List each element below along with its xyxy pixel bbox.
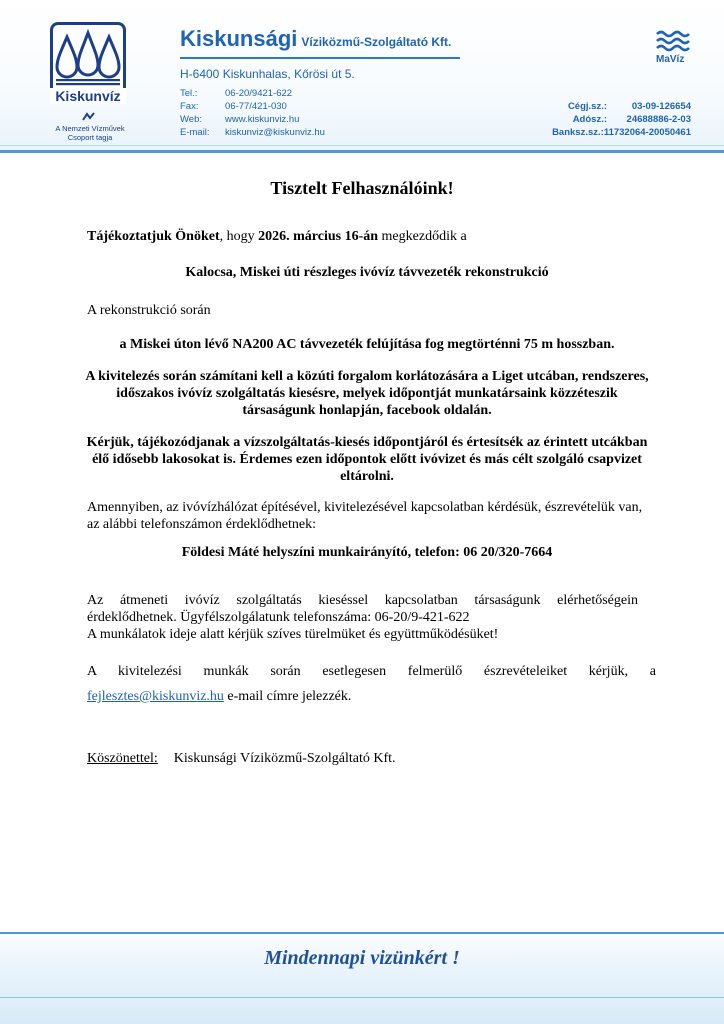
company-name: Kiskunsági Víziközmű-Szolgáltató Kft. xyxy=(180,26,452,51)
header-divider xyxy=(0,150,724,153)
contact-person: Földesi Máté helyszíni munkairányító, telefon: 06 20/320-7664 xyxy=(181,545,553,560)
email-link[interactable]: kiskunviz@kiskunviz.hu xyxy=(225,127,325,138)
registration-row: Adósz.: 24688886-2-03 xyxy=(572,114,691,125)
project-title: Kalocsa, Miskei úti részleges ivóvíz távvezeték rekonstrukció xyxy=(185,265,549,280)
website-link[interactable]: www.kiskunviz.hu xyxy=(225,114,300,125)
partner-logo: MaVíz xyxy=(656,54,685,65)
request-notice: Kérjük, tájékozódjanak a vízszolgáltatás-kiesés időpontjáról és értesítsék az érintett utcákban élő idősebb lakosokat is. Érdemes ezen időpontok előtt ivóvizet és más célt szolgáló csapvizet eltárolni. xyxy=(86,435,648,484)
remarks-line-2: fejlesztes@kiskunviz.hu e-mail címre jelezzék. xyxy=(87,689,352,704)
intro-paragraph: Tájékoztatjuk Önöket, hogy 2026. március 16-án megkezdődik a xyxy=(87,229,467,244)
group-membership: A Nemzeti Vízművek Csoport tagja xyxy=(55,124,125,142)
nemzeti-vizmuvek-icon xyxy=(82,112,96,122)
maviz-waves-icon xyxy=(656,30,690,52)
header-divider-thin xyxy=(0,145,724,146)
footer-divider xyxy=(0,932,724,934)
registration-list xyxy=(547,100,691,139)
footer-divider-bottom xyxy=(0,997,724,998)
company-address: H-6400 Kiskunhalas, Kőrösi út 5. xyxy=(180,67,355,81)
contact-list xyxy=(180,87,325,139)
remarks-line-1: A kivitelezési munkák során esetlegesen felmerülő észrevételeiket kérjük, a xyxy=(87,664,656,679)
work-description: a Miskei úton lévő NA200 AC távvezeték felújítása fog megtörténni 75 m hosszban. xyxy=(119,337,615,352)
contact-row: Fax: 06-77/421-030 xyxy=(180,101,287,112)
footer-band xyxy=(0,928,724,1024)
closing xyxy=(87,750,647,767)
contact-row: Web: www.kiskunviz.hu xyxy=(180,114,300,125)
outage-line-2: érdeklődhetnek. Ügyfélszolgálatunk telefonszáma: 06-20/9-421-622 xyxy=(87,610,470,625)
email-link[interactable]: fejlesztes@kiskunviz.hu xyxy=(87,689,224,704)
outage-line-1: Az átmeneti ivóvíz szolgáltatás kieséssel kapcsolatban társaságunk elérhetőségein xyxy=(87,593,638,608)
registration-row: Cégj.sz.: 03-09-126654 xyxy=(567,101,691,112)
during-label: A rekonstrukció során xyxy=(87,303,211,318)
footer-slogan: Mindennapi vizünkért ! xyxy=(264,947,460,969)
patience-line: A munkálatok ideje alatt kérjük szíves türelmüket és együttműködésüket! xyxy=(87,627,499,642)
contact-row: Tel.: 06-20/9421-622 xyxy=(180,88,293,99)
water-drops-icon xyxy=(53,27,123,91)
registration-row: Banksz.sz.: 11732064-20050461 xyxy=(552,127,691,138)
closing-company: Kiskunsági Víziközmű-Szolgáltató Kft. xyxy=(173,751,396,766)
company-underline xyxy=(180,57,460,59)
contact-row: E-mail: kiskunviz@kiskunviz.hu xyxy=(180,127,325,138)
traffic-notice: A kivitelezés során számítani kell a közúti forgalom korlátozására a Liget utcában, rendszeres, időszakos ivóvíz szolgáltatás kiesésre, melyek időpontját munkatársaink közzéteszik társaságunk honlapján, facebook oldalán. xyxy=(85,369,649,418)
questions-paragraph: Amennyiben, az ivóvízhálózat építésével, kivitelezésével kapcsolatban kérdésük, észrevételük van, az alábbi telefonszámon érdeklődhetnek: xyxy=(87,500,643,532)
logo-name: Kiskunvíz xyxy=(50,88,126,104)
closing-label: Köszönettel: xyxy=(87,751,158,766)
letter-title: Tisztelt Felhasználóink! xyxy=(270,178,454,198)
